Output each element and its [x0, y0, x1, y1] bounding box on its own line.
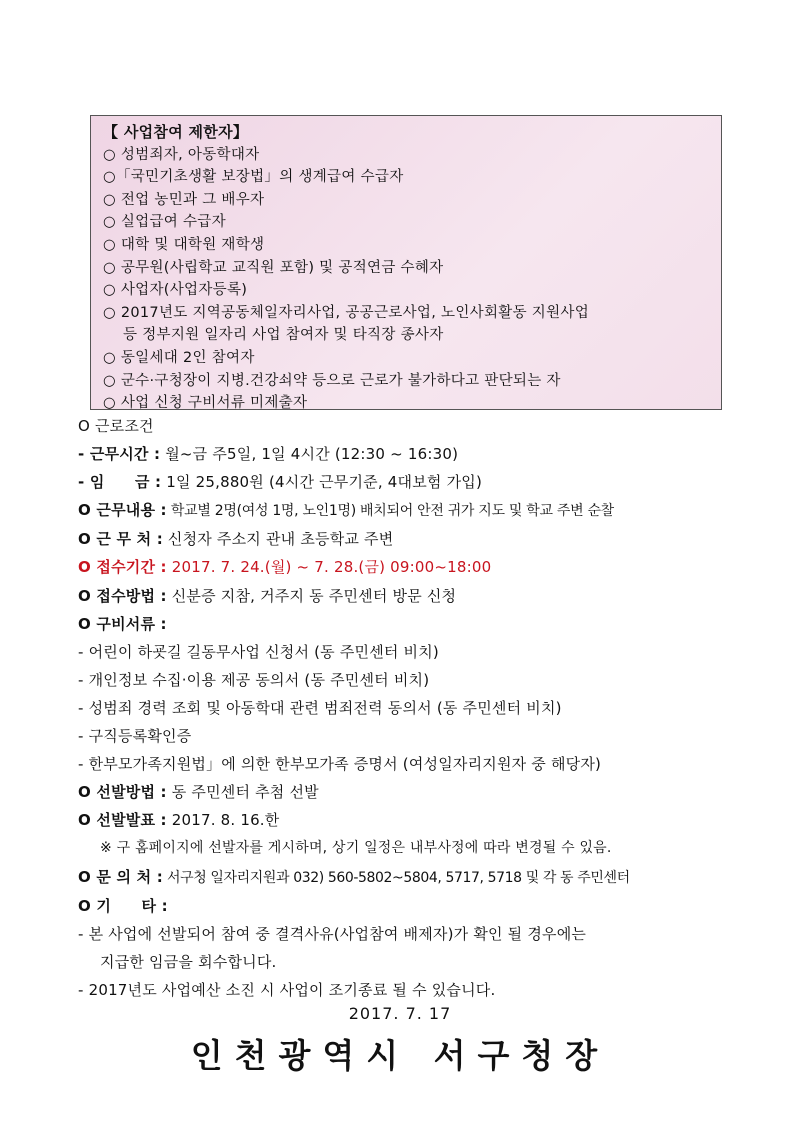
issue-date: 2017. 7. 17: [348, 1004, 452, 1023]
wage-label: - 임 금 :: [78, 473, 162, 492]
restriction-item: ○ 공무원(사립학교 교직원 포함) 및 공적연금 수혜자: [103, 259, 444, 276]
application-method: [78, 582, 738, 610]
restriction-item: ○ 2017년도 지역공동체일자리사업, 공공근로사업, 노인사회활동 지원사업: [103, 304, 590, 321]
method-value: 신분증 지참, 거주지 동 주민센터 방문 신청: [166, 586, 457, 605]
restriction-box: [90, 115, 722, 410]
restriction-item: ○ 동일세대 2인 참여자: [103, 349, 255, 366]
conditions-heading: O 근로조건: [78, 417, 154, 435]
period-value: 2017. 7. 24.(월) ~ 7. 28.(금) 09:00~18:00: [166, 558, 492, 577]
etc-item: - 2017년도 사업예산 소진 시 사업이 조기종료 될 수 있습니다.: [78, 980, 496, 999]
notice-body: [78, 412, 738, 1004]
documents-label: O 구비서류 :: [78, 614, 167, 633]
announce-value: 2017. 8. 16.한: [166, 811, 280, 830]
documents-heading: [78, 610, 738, 638]
etc-item: - 본 사업에 선발되어 참여 중 결격사유(사업참여 배제자)가 확인 될 경우에는: [78, 924, 587, 943]
etc-item-cont: 지급한 임금을 회수합니다.: [100, 952, 277, 971]
work-hours-value: 월~금 주5일, 1일 4시간 (12:30 ~ 16:30): [160, 445, 459, 464]
restriction-item: ○ 성범죄자, 아동학대자: [103, 146, 260, 163]
wage: [78, 468, 738, 496]
work-content: [78, 496, 738, 525]
etc-label: O 기 타 :: [78, 896, 168, 915]
restriction-item: ○ 대학 및 대학원 재학생: [103, 236, 265, 253]
issuer: 인천광역시 서구청장: [190, 1036, 610, 1075]
work-content-label: O 근무내용 :: [78, 501, 167, 520]
announcement-note: ※ 구 홈페이지에 선발자를 게시하며, 상기 일정은 내부사정에 따라 변경될 수 있음.: [100, 840, 612, 857]
restriction-item: ○ 전업 농민과 그 배우자: [103, 191, 265, 208]
contact-value: 서구청 일자리지원과 032) 560-5802~5804, 5717, 5718 및 각 동 주민센터: [162, 869, 630, 886]
restriction-title: 【 사업참여 제한자】: [103, 123, 249, 141]
document-item: - 어린이 하굣길 길동무사업 신청서 (동 주민센터 비치): [78, 642, 439, 661]
announcement: [78, 806, 738, 834]
etc-heading: [78, 892, 738, 920]
application-period: [78, 553, 738, 581]
document-item: - 한부모가족지원법」에 의한 한부모가족 증명서 (여성일자리지원자 중 해당자): [78, 755, 602, 774]
document-item: - 성범죄 경력 조회 및 아동학대 관련 범죄전력 동의서 (동 주민센터 비치): [78, 698, 562, 717]
workplace-value: 신청자 주소지 관내 초등학교 주변: [162, 530, 394, 549]
restriction-item: ○ 사업 신청 구비서류 미제출자: [103, 395, 308, 412]
selection-label: O 선발방법 :: [78, 783, 167, 802]
work-hours: [78, 440, 738, 468]
document-item: - 개인정보 수집·이용 제공 동의서 (동 주민센터 비치): [78, 670, 430, 689]
announce-label: O 선발발표 :: [78, 811, 167, 830]
restriction-item: ○「국민기초생활 보장법」의 생계급여 수급자: [103, 169, 404, 186]
document-item: - 구직등록확인증: [78, 727, 192, 746]
wage-value: 1일 25,880원 (4시간 근무기준, 4대보험 가입): [161, 473, 483, 492]
restriction-item: ○ 실업급여 수급자: [103, 214, 226, 231]
contact: [78, 863, 738, 892]
work-content-value: 학교별 2명(여성 1명, 노인1명) 배치되어 안전 귀가 지도 및 학교 주변 순찰: [166, 503, 614, 520]
workplace: [78, 525, 738, 553]
selection-method: [78, 778, 738, 806]
restriction-item-cont: 등 정부지원 일자리 사업 참여자 및 타직장 종사자: [123, 327, 444, 344]
selection-value: 동 주민센터 추첨 선발: [166, 783, 319, 802]
method-label: O 접수방법 :: [78, 586, 167, 605]
workplace-label: O 근 무 처 :: [78, 530, 163, 549]
work-hours-label: - 근무시간 :: [78, 445, 161, 464]
period-label: O 접수기간 :: [78, 558, 167, 577]
contact-label: O 문 의 처 :: [78, 867, 163, 886]
restriction-item: ○ 사업자(사업자등록): [103, 282, 248, 299]
restriction-item: ○ 군수·구청장이 지병.건강쇠약 등으로 근로가 불가하다고 판단되는 자: [103, 372, 561, 389]
